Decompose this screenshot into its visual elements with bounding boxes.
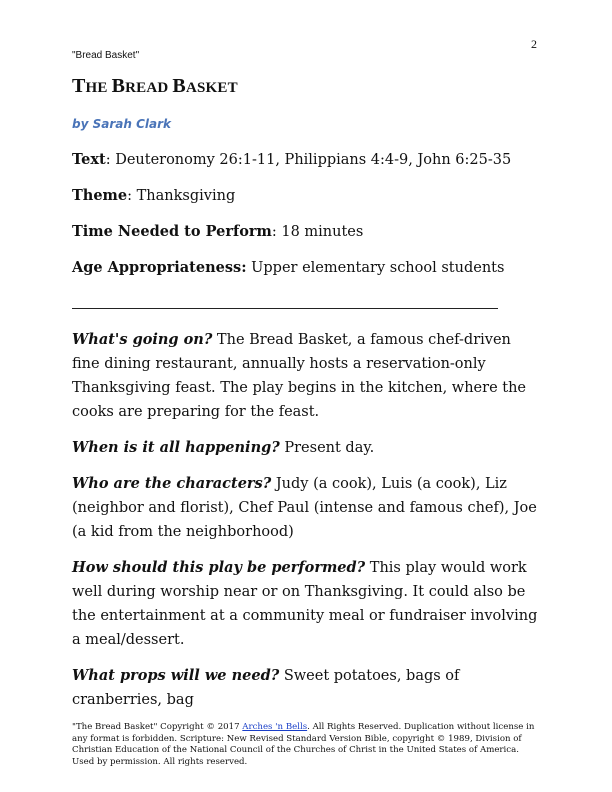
meta-text-label: Text <box>72 151 106 168</box>
section-question: How should this play be performed? <box>72 559 366 576</box>
section-whats-going-on <box>72 328 542 424</box>
meta-age-value: Upper elementary school students <box>246 260 505 276</box>
section-answer: This play would work well during worship near or on Thanksgiving. It could also be the entertainment at a community meal or fundraiser involving a meal/dessert. <box>72 560 538 648</box>
publisher-link[interactable]: Arches 'n Bells <box>242 722 308 732</box>
title-cap-2: B <box>111 75 126 97</box>
page-number: 2 <box>531 37 537 51</box>
title-rest-3: ASKET <box>185 80 238 96</box>
title-rest-1: HE <box>85 80 112 96</box>
meta-time-label: Time Needed to Perform <box>72 223 272 240</box>
title-rest-2: READ <box>125 80 173 96</box>
meta-time-value: : 18 minutes <box>271 224 364 240</box>
section-question: What's going on? <box>72 331 213 348</box>
section-answer: Sweet potatoes, bags of cranberries, bag <box>72 668 460 708</box>
meta-text-value: : Deuteronomy 26:1-11, Philippians 4:4-9, John 6:25-35 <box>105 152 512 168</box>
running-header: "Bread Basket" <box>72 50 140 61</box>
section-answer: Judy (a cook), Luis (a cook), Liz (neighbor and florist), Chef Paul (intense and famous chef), Joe (a kid from the neighborhood) <box>72 476 537 540</box>
section-how-performed <box>72 556 542 652</box>
byline: by Sarah Clark <box>72 117 171 131</box>
title-cap-3: B <box>172 75 186 97</box>
meta-theme-value: : Thanksgiving <box>127 188 236 204</box>
meta-time <box>72 223 363 240</box>
copyright-footer <box>72 722 542 768</box>
meta-age-label: Age Appropriateness: <box>72 259 247 276</box>
section-when <box>72 436 542 460</box>
horizontal-rule <box>72 308 498 309</box>
section-characters <box>72 472 542 544</box>
section-answer: Present day. <box>279 440 375 456</box>
section-props <box>72 664 542 712</box>
section-question: When is it all happening? <box>72 439 280 456</box>
meta-text <box>72 151 511 168</box>
footer-text-2: . All Rights Reserved. Duplication without license in any format is forbidden. Scripture: New Revised Standard Version Bible, copyright © 1989, Division of Christian Education of the National Council of the Churches of Christ in the United States of America. Used by permission. All rights reserved. <box>72 722 535 767</box>
footer-text-1: "The Bread Basket" Copyright © 2017 <box>72 722 243 732</box>
section-question: Who are the characters? <box>72 475 272 492</box>
meta-age <box>72 259 504 276</box>
meta-theme-label: Theme <box>72 187 128 204</box>
meta-theme <box>72 187 235 204</box>
section-question: What props will we need? <box>72 667 280 684</box>
title-cap-1: T <box>72 75 86 97</box>
section-answer: The Bread Basket, a famous chef-driven fine dining restaurant, annually hosts a reservation-only Thanksgiving feast. The play begins in the kitchen, where the cooks are preparing for the feast. <box>72 332 527 420</box>
document-title <box>72 75 238 98</box>
